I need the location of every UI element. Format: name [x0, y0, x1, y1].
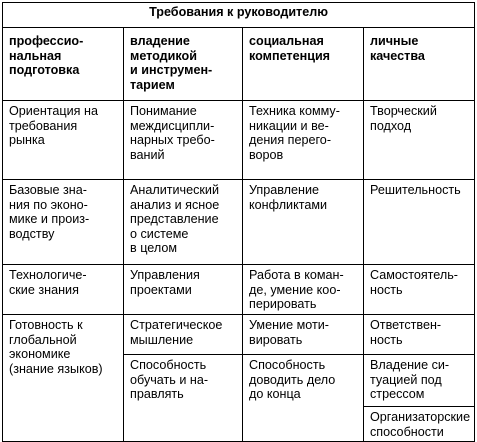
table-cell: Способность доводить дело до конца — [243, 355, 364, 442]
header-row — [3, 28, 475, 101]
column-header-personal-qualities: личные качества — [364, 28, 475, 101]
table-cell: Самостоятель- ность — [364, 265, 475, 315]
table-cell: Готовность к глобальной экономике (знание языков) — [3, 315, 124, 442]
table-row — [3, 101, 475, 180]
table-cell: Владение си- туацией под стрессом — [364, 355, 475, 407]
table-cell: Способность обучать и на- правлять — [124, 355, 243, 442]
table-cell: Управления проектами — [124, 265, 243, 315]
table-cell: Стратегическое мышление — [124, 315, 243, 355]
table-cell: Аналитический анализ и ясное представление о системе в целом — [124, 180, 243, 265]
table-row — [3, 180, 475, 265]
table-row — [3, 315, 475, 355]
table-cell: Творческий подход — [364, 101, 475, 180]
table-cell: Умение моти- вировать — [243, 315, 364, 355]
table-row — [3, 265, 475, 315]
table-cell: Ориентация на требования рынка — [3, 101, 124, 180]
table-cell: Управление конфликтами — [243, 180, 364, 265]
column-header-professional-training: профессио- нальная подготовка — [3, 28, 124, 101]
table-cell: Ответствен- ность — [364, 315, 475, 355]
column-header-social-competence: социальная компетенция — [243, 28, 364, 101]
table-cell: Технологиче- ские знания — [3, 265, 124, 315]
title-row — [3, 3, 475, 28]
table-cell: Базовые зна- ния по эконо- мике и произ- водству — [3, 180, 124, 265]
column-header-methodology: владение методикой и инструмен- тарием — [124, 28, 243, 101]
table-cell: Работа в коман- де, умение коо- перировать — [243, 265, 364, 315]
table-title: Требования к руководителю — [3, 3, 475, 28]
table-cell: Понимание междисципли- нарных требо- ваний — [124, 101, 243, 180]
table-cell: Решительность — [364, 180, 475, 265]
requirements-table — [2, 2, 475, 442]
table-cell: Техника комму- никации и ве- дения перего- воров — [243, 101, 364, 180]
table-cell: Организаторские способности — [364, 407, 475, 442]
